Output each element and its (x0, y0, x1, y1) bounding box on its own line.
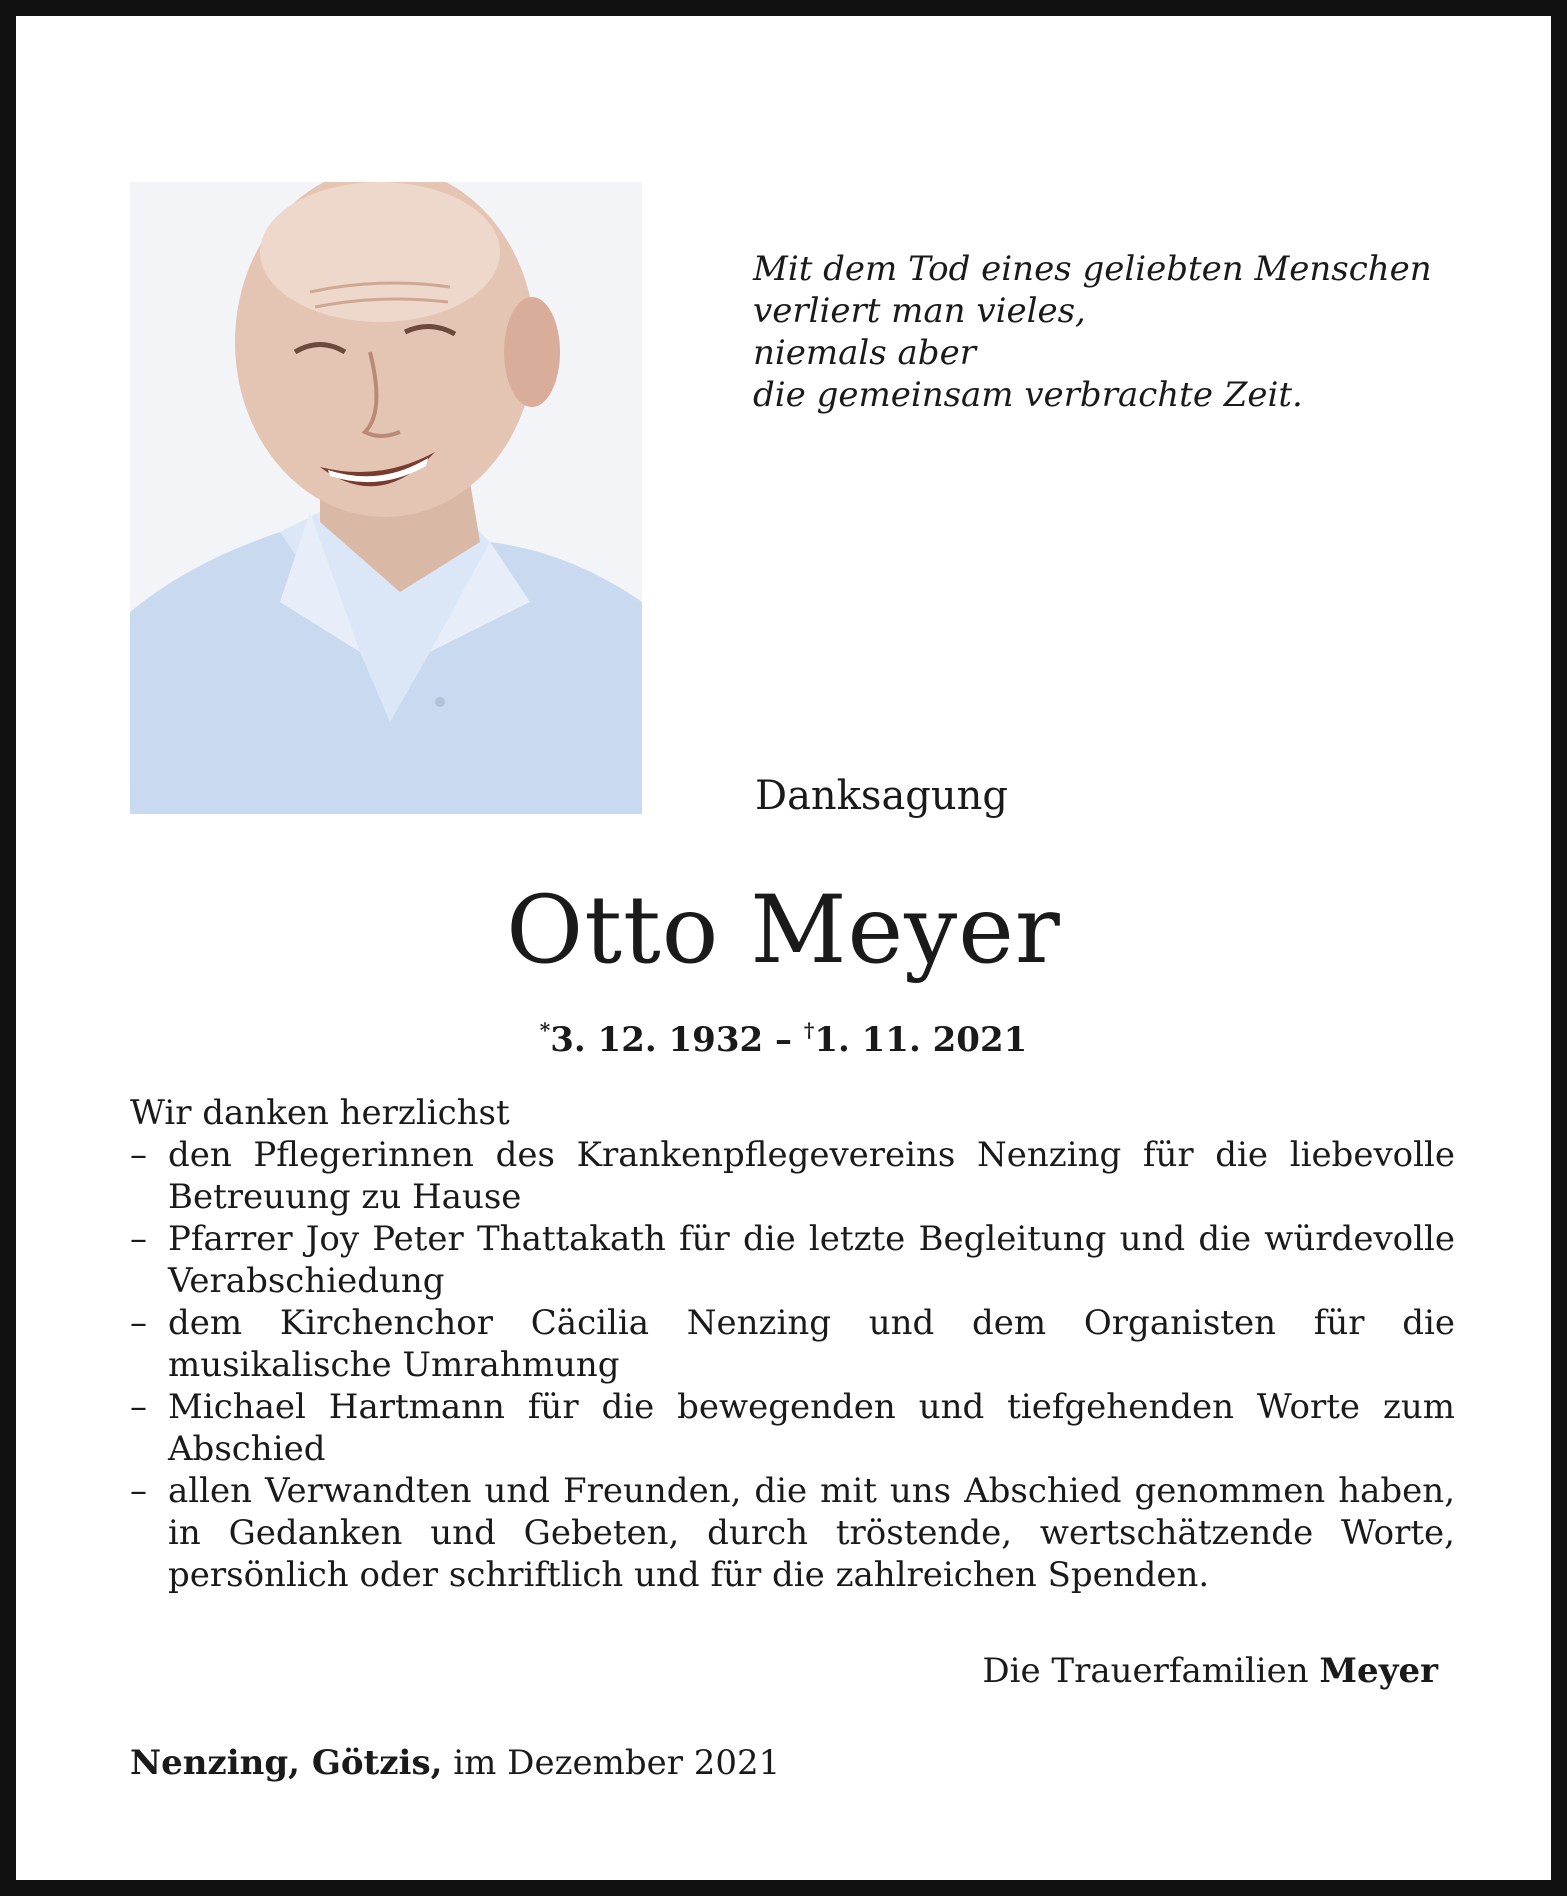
list-item-text: den Pflegerinnen des Krankenpflegevereins Nenzing für die liebevolle Betreuung zu Hause (168, 1135, 1455, 1217)
date-separator: – (763, 1020, 804, 1060)
portrait-photo (130, 182, 642, 814)
list-item-text: dem Kirchenchor Cäcilia Nenzing und dem Organisten für die musikalische Umrahmung (168, 1303, 1455, 1385)
death-date: 1. 11. 2021 (814, 1020, 1028, 1060)
thanks-list (130, 1134, 1455, 1596)
list-item (130, 1470, 1455, 1596)
list-item (130, 1134, 1455, 1218)
list-dash: – (130, 1471, 147, 1511)
heading-danksagung: Danksagung (755, 773, 1009, 819)
obituary-card (16, 16, 1551, 1880)
deceased-name: Otto Meyer (506, 876, 1061, 985)
place-towns: Nenzing, Götzis, (130, 1743, 443, 1783)
birth-date: 3. 12. 1932 (550, 1020, 764, 1060)
list-dash: – (130, 1135, 147, 1175)
thanks-intro: Wir danken herzlichst (130, 1093, 510, 1133)
list-item-text: Michael Hartmann für die bewegenden und tiefgehenden Worte zum Abschied (168, 1387, 1455, 1469)
place-and-date (130, 1742, 780, 1784)
list-dash: – (130, 1219, 147, 1259)
list-item (130, 1302, 1455, 1386)
signature-family: Meyer (1319, 1651, 1438, 1691)
quote-line: niemals aber (753, 333, 976, 373)
death-symbol: † (803, 1018, 815, 1042)
birth-symbol: * (539, 1018, 551, 1042)
family-signature (982, 1650, 1438, 1692)
quote-line: Mit dem Tod eines geliebten Menschen (753, 249, 1432, 289)
list-item (130, 1386, 1455, 1470)
place-date: im Dezember 2021 (442, 1743, 781, 1783)
memorial-quote (753, 248, 1453, 416)
life-dates (16, 1008, 1551, 1062)
list-dash: – (130, 1303, 147, 1343)
list-item-text: Pfarrer Joy Peter Thattakath für die letzte Begleitung und die würdevolle Verabschiedung (168, 1219, 1455, 1301)
list-item-text: allen Verwandten und Freunden, die mit uns Abschied genommen haben, in Gedanken und Gebeten, durch tröstende, wertschätzende Worte, persönlich oder schriftlich und für die zahlreichen Spenden. (168, 1471, 1455, 1595)
quote-line: die gemeinsam verbrachte Zeit. (753, 375, 1303, 415)
list-dash: – (130, 1387, 147, 1427)
quote-line: verliert man vieles, (753, 291, 1086, 331)
signature-prefix: Die Trauerfamilien (982, 1651, 1320, 1691)
list-item (130, 1218, 1455, 1302)
